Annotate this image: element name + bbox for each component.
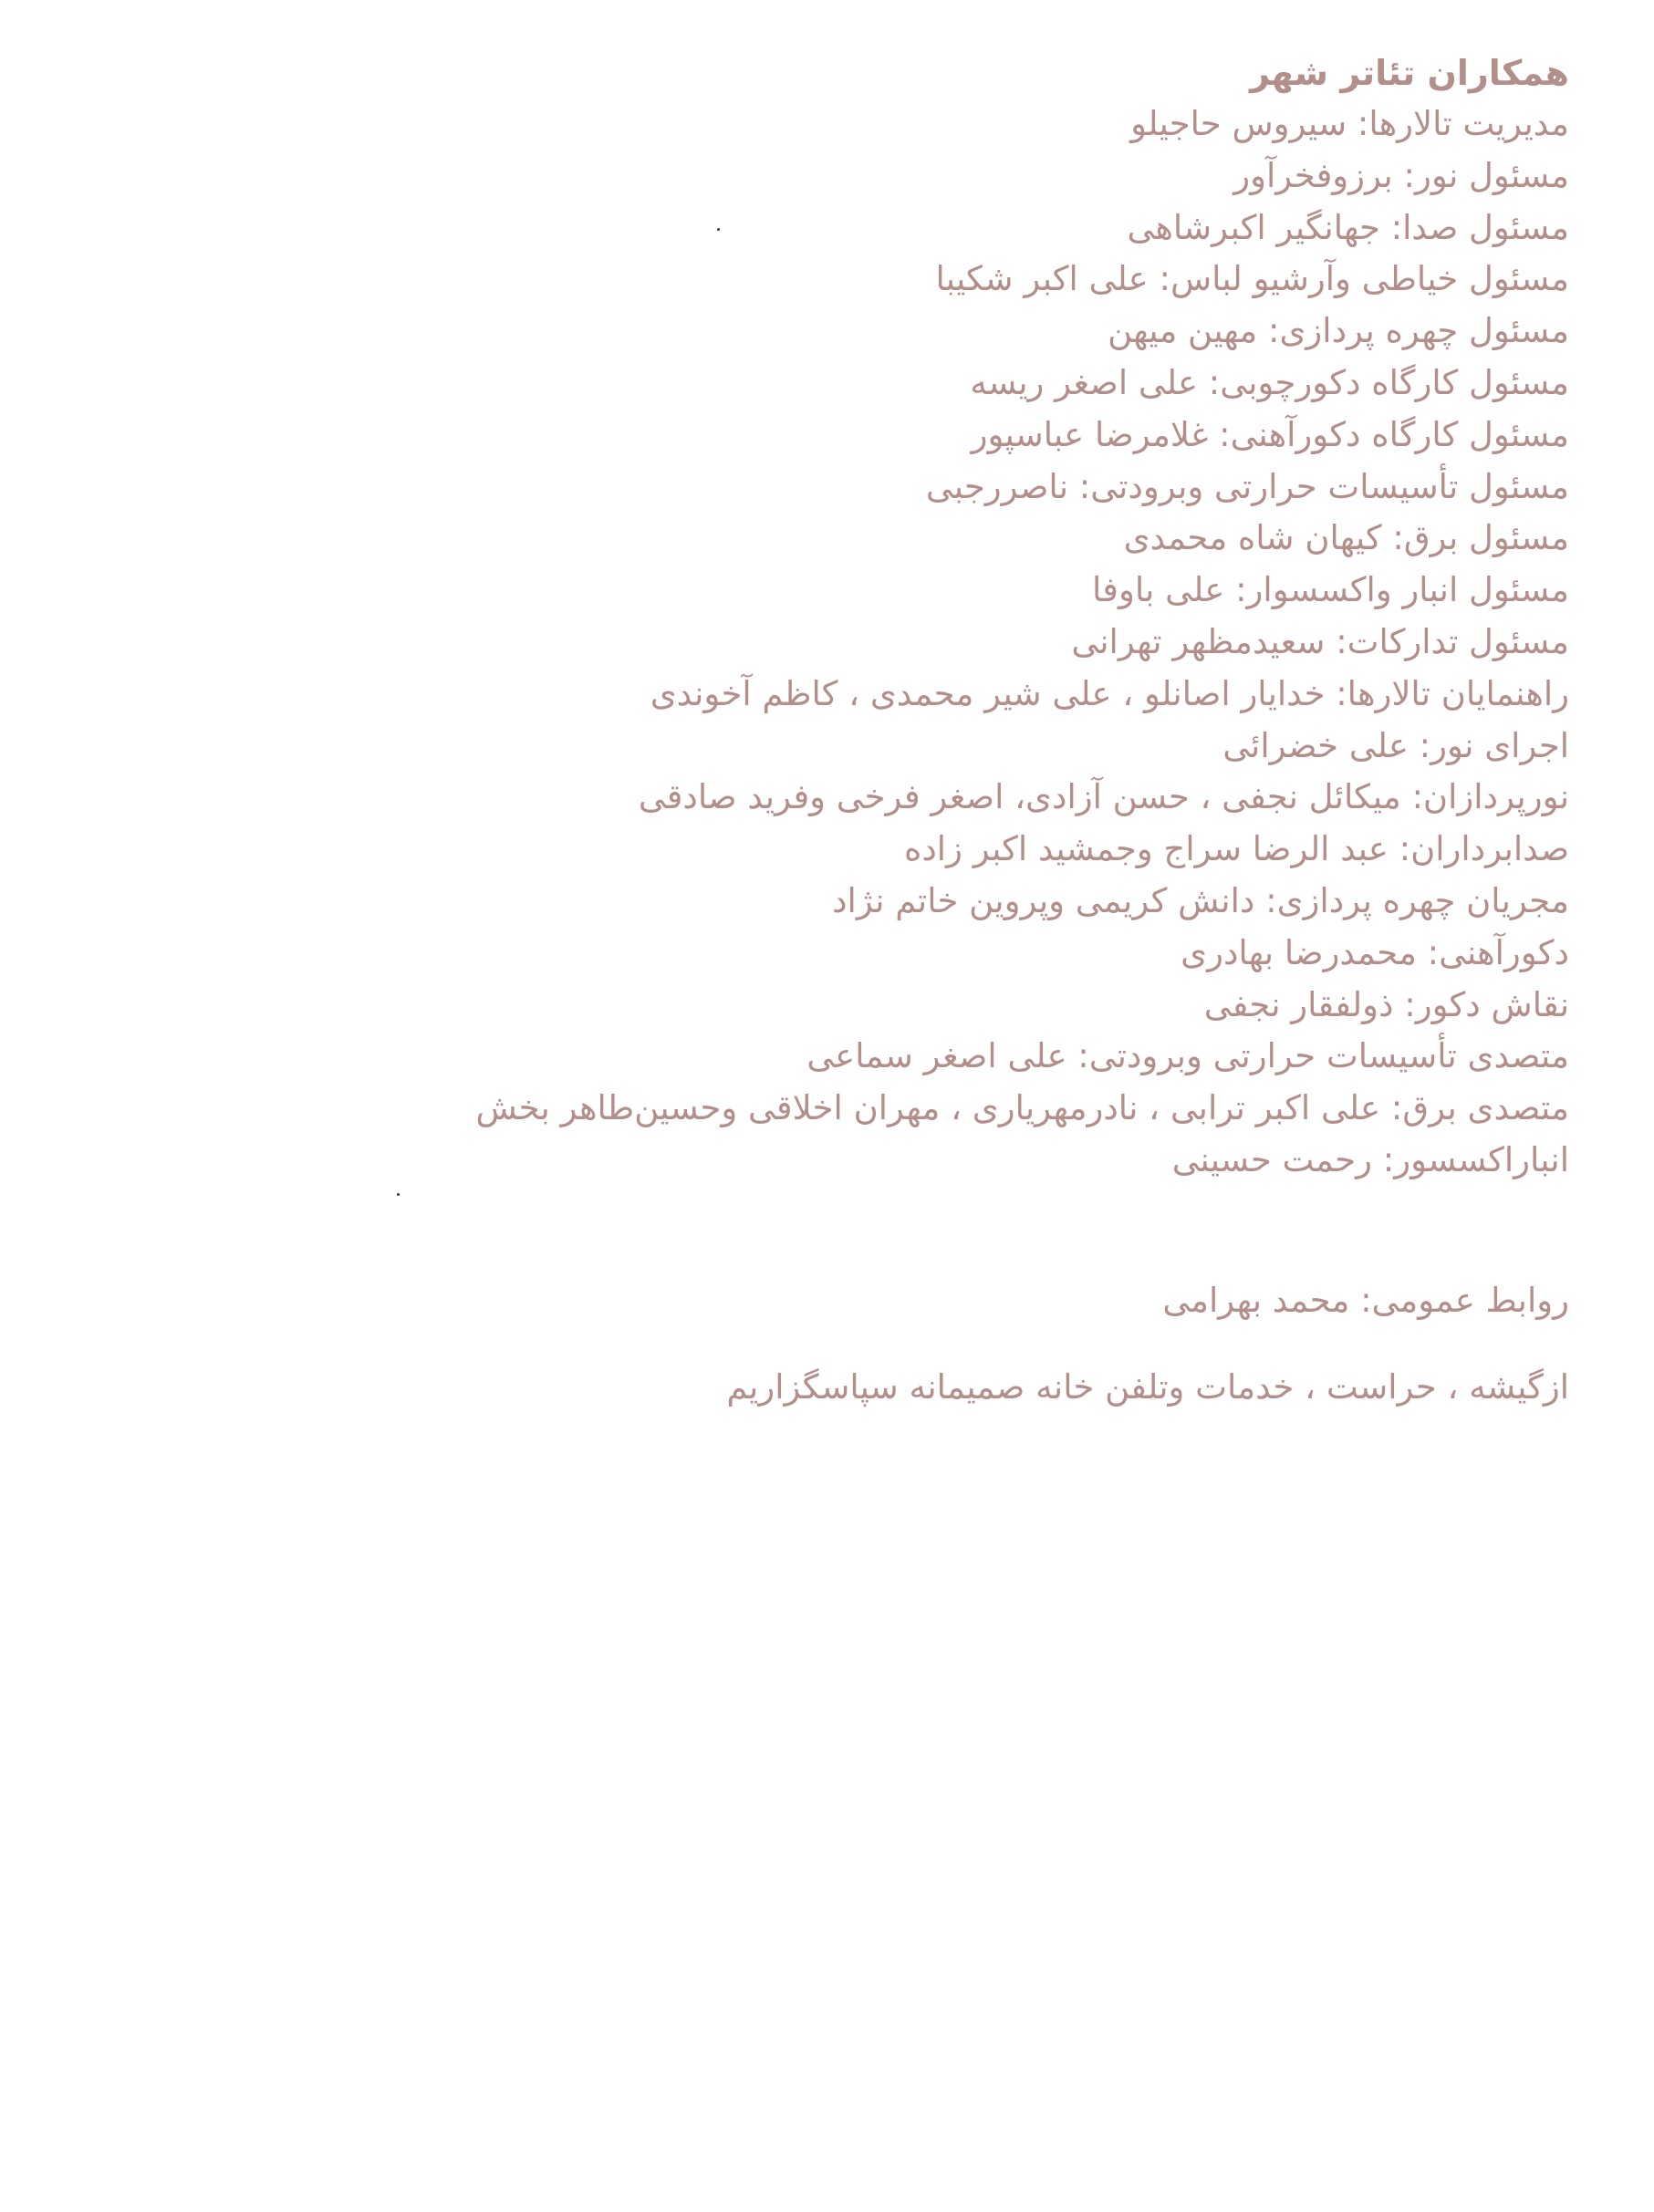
credit-line: مسئول تأسیسات حرارتی وبرودتی: ناصررجبی bbox=[925, 466, 1569, 506]
thanks-line: ازگیشه ، حراست ، خدمات وتلفن خانه صمیمانه سپاسگزاریم bbox=[726, 1366, 1569, 1407]
credit-line: مسئول کارگاه دکورچوبی: علی اصغر ریسه bbox=[970, 362, 1569, 402]
credit-line: مسئول برق: کیهان شاه محمدی bbox=[1123, 518, 1569, 558]
spacer bbox=[292, 1327, 1569, 1362]
credit-line: صدابرداران: عبد الرضا سراج وجمشید اکبر زاده bbox=[903, 829, 1569, 869]
credit-line: مجریان چهره پردازی: دانش کریمی وپروین خاتم نژاد bbox=[832, 880, 1569, 920]
credit-line: نقاش دکور: ذولفقار نجفی bbox=[1203, 984, 1569, 1024]
credits-block bbox=[292, 47, 1569, 1413]
credit-line: متصدی تأسیسات حرارتی وبرودتی: علی اصغر سماعی bbox=[806, 1036, 1569, 1076]
credit-line: نورپردازان: میکائل نجفی ، حسن آزادی، اصغر فرخی وفرید صادقی bbox=[638, 777, 1569, 817]
credit-line: مسئول نور: برزوفخرآور bbox=[1233, 155, 1569, 195]
credit-line: مسئول خیاطی وآرشیو لباس: علی اکبر شکیبا bbox=[935, 259, 1569, 299]
credit-line: متصدی برق: علی اکبر ترابی ، نادرمهریاری ، مهران اخلاقی وحسین‌طاهر بخش bbox=[475, 1088, 1569, 1128]
credit-line: راهنمایان تالارها: خدایار اصانلو ، علی شیر محمدی ، کاظم آخوندی bbox=[650, 673, 1569, 713]
credit-line: مسئول چهره پردازی: مهین میهن bbox=[1108, 311, 1569, 351]
credit-line: مسئول انبار واکسسوار: علی باوفا bbox=[1092, 570, 1569, 610]
credit-line: دکورآهنی: محمدرضا بهادری bbox=[1181, 932, 1569, 972]
credit-line: اجرای نور: علی خضرائی bbox=[1222, 725, 1569, 765]
public-relations-line: روابط عمومی: محمد بهرامی bbox=[1162, 1280, 1569, 1320]
credits-title: همکاران تئاتر شهر bbox=[1249, 53, 1569, 93]
credit-line: مسئول کارگاه دکورآهنی: غلامرضا عباسپور bbox=[971, 414, 1569, 454]
credit-line: مسئول تدارکات: سعیدمظهر تهرانی bbox=[1071, 621, 1569, 661]
credit-line: مسئول صدا: جهانگیر اکبرشاهی bbox=[1127, 207, 1569, 247]
spacer bbox=[292, 1187, 1569, 1275]
credit-line: مدیریت تالارها: سیروس حاجیلو bbox=[1130, 104, 1569, 143]
credit-line: انباراکسسور: رحمت حسینی bbox=[1171, 1139, 1569, 1179]
